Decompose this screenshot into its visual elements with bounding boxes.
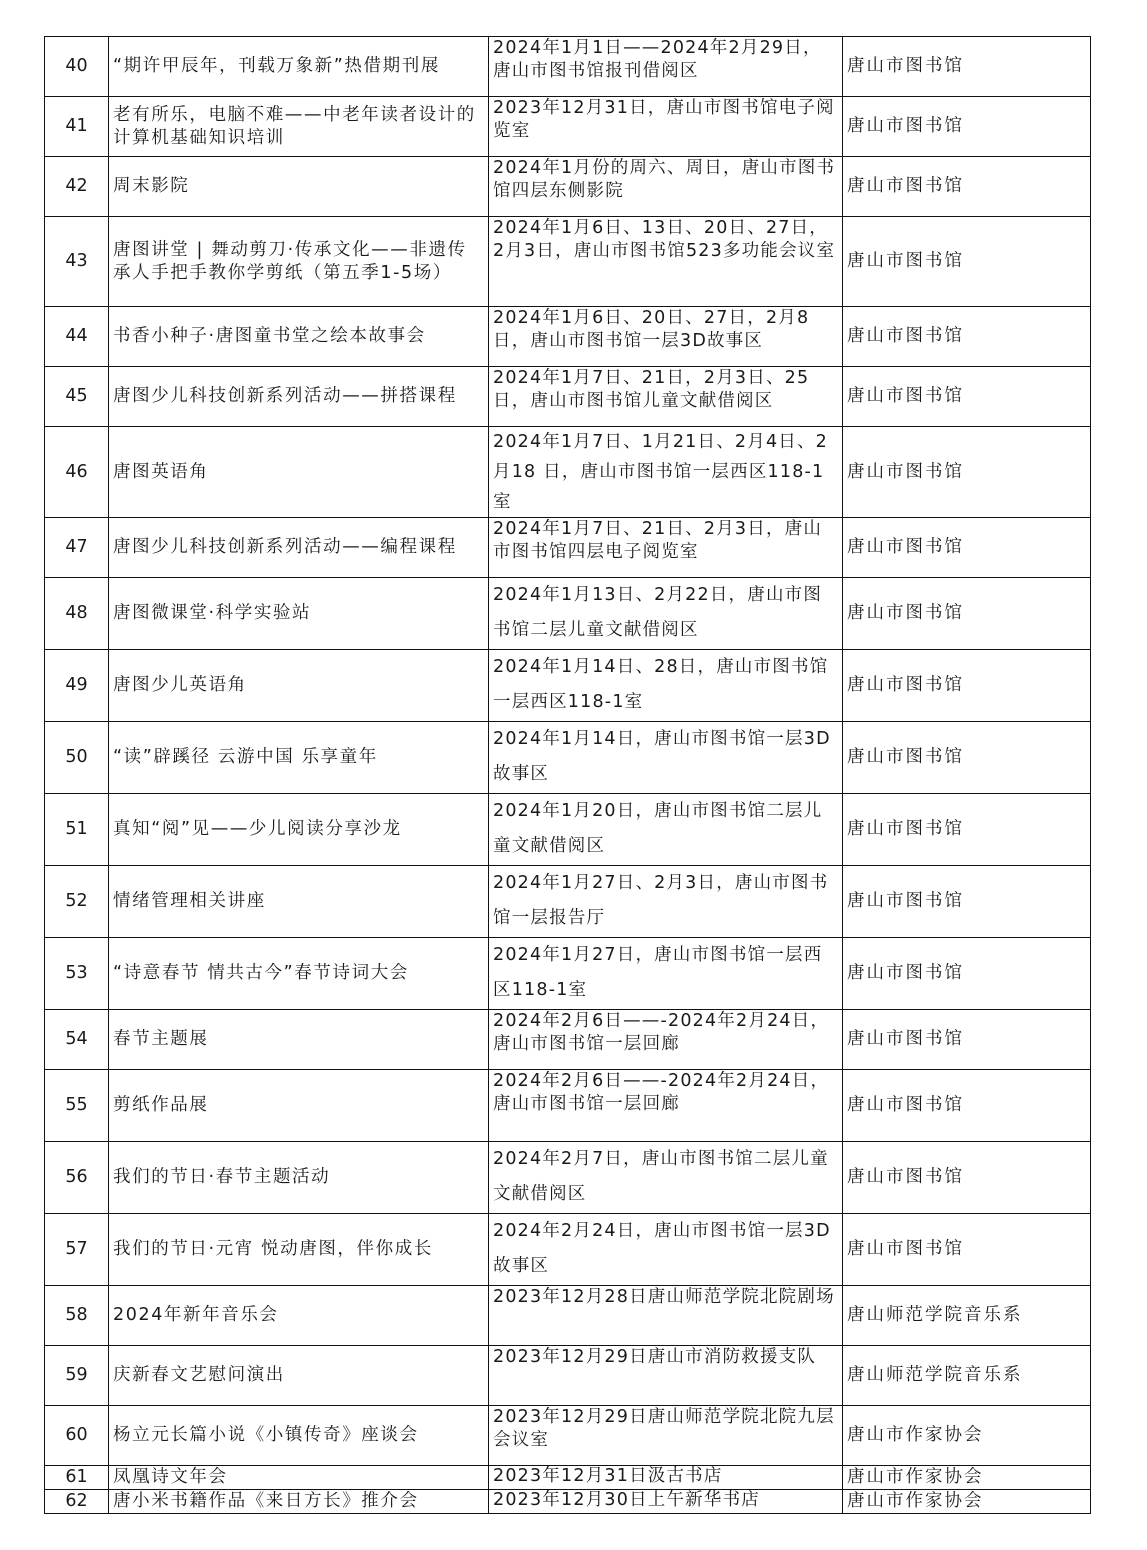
row-number: 45 [45, 367, 109, 427]
table-row [45, 722, 1091, 794]
table-row [45, 794, 1091, 866]
event-time-place: 2024年2月6日——-2024年2月24日，唐山市图书馆一层回廊 [489, 1010, 843, 1070]
table-row [45, 1346, 1091, 1406]
event-name: 情绪管理相关讲座 [109, 866, 489, 938]
row-number: 54 [45, 1010, 109, 1070]
table-row [45, 427, 1091, 518]
row-number: 58 [45, 1286, 109, 1346]
event-name: 庆新春文艺慰问演出 [109, 1346, 489, 1406]
event-time-place: 2024年2月6日——-2024年2月24日，唐山市图书馆一层回廊 [489, 1070, 843, 1142]
event-time-place: 2024年2月24日，唐山市图书馆一层3D故事区 [489, 1214, 843, 1286]
event-time-place: 2024年1月14日、28日，唐山市图书馆一层西区118-1室 [489, 650, 843, 722]
event-time-place: 2023年12月29日唐山师范学院北院九层会议室 [489, 1406, 843, 1466]
event-organizer: 唐山市图书馆 [843, 938, 1091, 1010]
table-row [45, 1010, 1091, 1070]
table-row [45, 938, 1091, 1010]
table-row [45, 307, 1091, 367]
table-row [45, 518, 1091, 578]
row-number: 48 [45, 578, 109, 650]
event-name: 老有所乐，电脑不难——中老年读者设计的计算机基础知识培训 [109, 97, 489, 157]
event-organizer: 唐山市图书馆 [843, 518, 1091, 578]
row-number: 49 [45, 650, 109, 722]
row-number: 40 [45, 37, 109, 97]
event-name: 凤凰诗文年会 [109, 1466, 489, 1490]
event-name: 真知“阅”见——少儿阅读分享沙龙 [109, 794, 489, 866]
event-time-place: 2024年1月7日、1月21日、2月4日、2月18 日，唐山市图书馆一层西区118-1室 [489, 427, 843, 518]
row-number: 42 [45, 157, 109, 217]
row-number: 57 [45, 1214, 109, 1286]
row-number: 62 [45, 1490, 109, 1514]
table-row [45, 1214, 1091, 1286]
event-organizer: 唐山市图书馆 [843, 866, 1091, 938]
event-organizer: 唐山市图书馆 [843, 1214, 1091, 1286]
event-organizer: 唐山市图书馆 [843, 578, 1091, 650]
row-number: 44 [45, 307, 109, 367]
event-organizer: 唐山市图书馆 [843, 1010, 1091, 1070]
event-time-place: 2023年12月28日唐山师范学院北院剧场 [489, 1286, 843, 1346]
event-organizer: 唐山市图书馆 [843, 37, 1091, 97]
table-row [45, 217, 1091, 307]
table-row [45, 1490, 1091, 1514]
event-organizer: 唐山师范学院音乐系 [843, 1346, 1091, 1406]
event-organizer: 唐山师范学院音乐系 [843, 1286, 1091, 1346]
event-name: 唐图少儿英语角 [109, 650, 489, 722]
row-number: 61 [45, 1466, 109, 1490]
event-name: 春节主题展 [109, 1010, 489, 1070]
event-organizer: 唐山市作家协会 [843, 1406, 1091, 1466]
event-organizer: 唐山市作家协会 [843, 1490, 1091, 1514]
table-row [45, 650, 1091, 722]
event-organizer: 唐山市图书馆 [843, 650, 1091, 722]
event-time-place: 2024年1月14日，唐山市图书馆一层3D故事区 [489, 722, 843, 794]
event-organizer: 唐山市作家协会 [843, 1466, 1091, 1490]
row-number: 52 [45, 866, 109, 938]
event-organizer: 唐山市图书馆 [843, 794, 1091, 866]
event-time-place: 2024年1月6日、13日、20日、27日，2月3日，唐山市图书馆523多功能会议室 [489, 217, 843, 307]
row-number: 50 [45, 722, 109, 794]
event-time-place: 2023年12月30日上午新华书店 [489, 1490, 843, 1514]
row-number: 46 [45, 427, 109, 518]
event-time-place: 2024年1月7日、21日，2月3日、25日，唐山市图书馆儿童文献借阅区 [489, 367, 843, 427]
event-time-place: 2024年1月6日、20日、27日，2月8日，唐山市图书馆一层3D故事区 [489, 307, 843, 367]
event-organizer: 唐山市图书馆 [843, 1142, 1091, 1214]
table-row [45, 1070, 1091, 1142]
event-organizer: 唐山市图书馆 [843, 217, 1091, 307]
event-name: “诗意春节 情共古今”春节诗词大会 [109, 938, 489, 1010]
event-time-place: 2024年1月13日、2月22日，唐山市图书馆二层儿童文献借阅区 [489, 578, 843, 650]
table-row [45, 578, 1091, 650]
row-number: 56 [45, 1142, 109, 1214]
row-number: 47 [45, 518, 109, 578]
table-row [45, 866, 1091, 938]
event-name: 唐图少儿科技创新系列活动——编程课程 [109, 518, 489, 578]
event-name: 书香小种子·唐图童书堂之绘本故事会 [109, 307, 489, 367]
row-number: 43 [45, 217, 109, 307]
row-number: 41 [45, 97, 109, 157]
event-name: 杨立元长篇小说《小镇传奇》座谈会 [109, 1406, 489, 1466]
table-row [45, 1466, 1091, 1490]
event-organizer: 唐山市图书馆 [843, 427, 1091, 518]
event-time-place: 2024年1月7日、21日、2月3日，唐山市图书馆四层电子阅览室 [489, 518, 843, 578]
table-row [45, 1142, 1091, 1214]
event-name: 周末影院 [109, 157, 489, 217]
event-name: 唐图讲堂 | 舞动剪刀·传承文化——非遗传承人手把手教你学剪纸（第五季1-5场） [109, 217, 489, 307]
event-organizer: 唐山市图书馆 [843, 307, 1091, 367]
table-row [45, 157, 1091, 217]
row-number: 59 [45, 1346, 109, 1406]
event-organizer: 唐山市图书馆 [843, 157, 1091, 217]
event-name: 我们的节日·春节主题活动 [109, 1142, 489, 1214]
event-name: 唐图英语角 [109, 427, 489, 518]
row-number: 55 [45, 1070, 109, 1142]
table-row [45, 1406, 1091, 1466]
event-name: 2024年新年音乐会 [109, 1286, 489, 1346]
event-name: “期许甲辰年，刊载万象新”热借期刊展 [109, 37, 489, 97]
event-organizer: 唐山市图书馆 [843, 367, 1091, 427]
event-organizer: 唐山市图书馆 [843, 97, 1091, 157]
event-name: 剪纸作品展 [109, 1070, 489, 1142]
table-row [45, 97, 1091, 157]
table-row [45, 37, 1091, 97]
event-time-place: 2024年2月7日，唐山市图书馆二层儿童文献借阅区 [489, 1142, 843, 1214]
table-row [45, 1286, 1091, 1346]
event-time-place: 2023年12月31日汲古书店 [489, 1466, 843, 1490]
event-time-place: 2023年12月29日唐山市消防救援支队 [489, 1346, 843, 1406]
event-name: 我们的节日·元宵 悦动唐图，伴你成长 [109, 1214, 489, 1286]
row-number: 60 [45, 1406, 109, 1466]
table-row [45, 367, 1091, 427]
events-table [44, 36, 1091, 1514]
event-time-place: 2024年1月27日、2月3日，唐山市图书馆一层报告厅 [489, 866, 843, 938]
event-time-place: 2024年1月1日——2024年2月29日，唐山市图书馆报刊借阅区 [489, 37, 843, 97]
event-organizer: 唐山市图书馆 [843, 1070, 1091, 1142]
event-time-place: 2024年1月20日，唐山市图书馆二层儿童文献借阅区 [489, 794, 843, 866]
event-time-place: 2024年1月27日，唐山市图书馆一层西区118-1室 [489, 938, 843, 1010]
event-time-place: 2023年12月31日，唐山市图书馆电子阅览室 [489, 97, 843, 157]
row-number: 51 [45, 794, 109, 866]
event-name: 唐图少儿科技创新系列活动——拼搭课程 [109, 367, 489, 427]
event-name: 唐图微课堂·科学实验站 [109, 578, 489, 650]
event-name: 唐小米书籍作品《来日方长》推介会 [109, 1490, 489, 1514]
row-number: 53 [45, 938, 109, 1010]
event-name: “读”辟蹊径 云游中国 乐享童年 [109, 722, 489, 794]
event-time-place: 2024年1月份的周六、周日，唐山市图书馆四层东侧影院 [489, 157, 843, 217]
event-organizer: 唐山市图书馆 [843, 722, 1091, 794]
